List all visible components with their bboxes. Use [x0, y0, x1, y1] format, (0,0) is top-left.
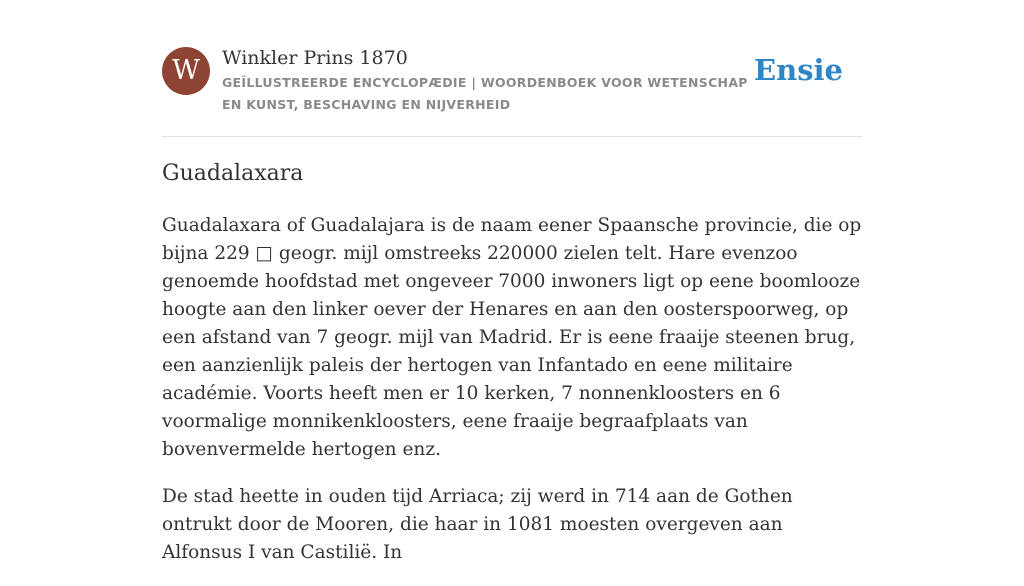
header	[162, 46, 862, 137]
source-subtitle: GEÏLLUSTREERDE ENCYCLOPÆDIE | WOORDENBOEK VOOR WETENSCHAP EN KUNST, BESCHAVING EN NIJVERHEID	[222, 75, 748, 112]
article-body	[162, 212, 868, 586]
ensie-logo[interactable]: Ensie	[754, 53, 843, 87]
article-paragraph: Guadalaxara of Guadalajara is de naam eener Spaansche provincie, die op bijna 229 □ geogr. mijl omstreeks 220000 zielen telt. Hare evenzoo genoemde hoofdstad met ongeveer 7000 inwoners ligt op eene boomlooze hoogte aan den linker oever der Henares en aan den oosterspoorweg, op een afstand van 7 geogr. mijl van Madrid. Er is eene fraaije steenen brug, een aanzienlijk paleis der hertogen van Infantado en eene militaire académie. Voorts heeft men er 10 kerken, 7 nonnenkloosters en 6 voormalige monnikenkloosters, eene fraaije begraafplaats van bovenvermelde hertogen enz.	[162, 215, 862, 460]
source-title[interactable]: Winkler Prins 1870	[222, 47, 408, 69]
article-paragraph: De stad heette in ouden tijd Arriaca; zij werd in 714 aan de Gothen ontrukt door de Mooren, die haar in 1081 moesten overgeven aan Alfonsus I van Castilië. In	[162, 486, 793, 563]
article-title: Guadalaxara	[162, 161, 304, 186]
source-avatar[interactable]: W	[162, 47, 210, 95]
